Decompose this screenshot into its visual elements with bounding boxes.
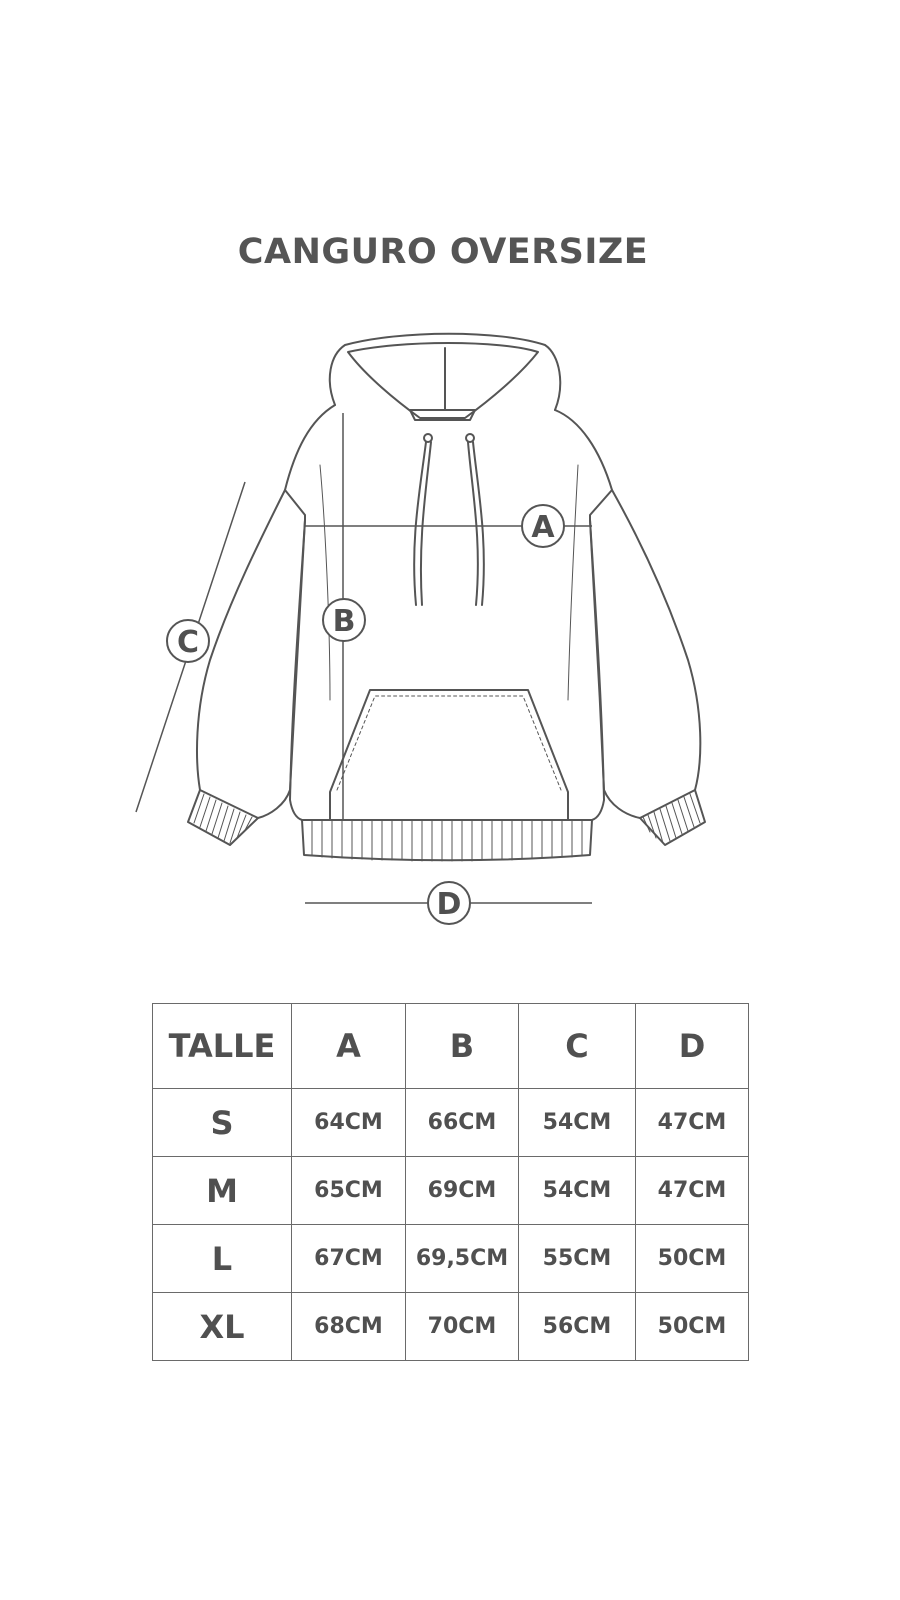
measure-a-cell: 68CM bbox=[292, 1293, 406, 1361]
measure-a-cell: 64CM bbox=[292, 1089, 406, 1157]
right-side-seam bbox=[568, 465, 578, 700]
measure-b-cell: 69CM bbox=[406, 1157, 519, 1225]
table-row bbox=[153, 1157, 749, 1225]
kangaroo-pocket bbox=[330, 690, 568, 820]
hood-opening bbox=[348, 343, 538, 418]
size-cell: M bbox=[153, 1157, 292, 1225]
header-d: D bbox=[636, 1004, 749, 1089]
measure-d-cell: 47CM bbox=[636, 1089, 749, 1157]
marker-a-label: A bbox=[531, 510, 555, 545]
hem-band bbox=[302, 820, 592, 860]
table-row bbox=[153, 1293, 749, 1361]
page-title: CANGURO OVERSIZE bbox=[237, 232, 649, 272]
marker-d-label: D bbox=[436, 887, 462, 922]
measure-d-cell: 47CM bbox=[636, 1157, 749, 1225]
left-cuff bbox=[188, 790, 258, 845]
measure-d-cell: 50CM bbox=[636, 1293, 749, 1361]
right-sleeve bbox=[590, 490, 700, 818]
table-row bbox=[153, 1089, 749, 1157]
header-a: A bbox=[292, 1004, 406, 1089]
table-row bbox=[153, 1225, 749, 1293]
measure-c-cell: 56CM bbox=[519, 1293, 636, 1361]
pocket-stitching bbox=[337, 696, 561, 790]
measure-a-cell: 65CM bbox=[292, 1157, 406, 1225]
measure-c-cell: 55CM bbox=[519, 1225, 636, 1293]
measure-b-cell: 66CM bbox=[406, 1089, 519, 1157]
header-c: C bbox=[519, 1004, 636, 1089]
measure-a-cell: 67CM bbox=[292, 1225, 406, 1293]
hem-ribbing bbox=[312, 821, 582, 861]
size-cell: L bbox=[153, 1225, 292, 1293]
measure-d-cell: 50CM bbox=[636, 1225, 749, 1293]
left-sleeve bbox=[197, 490, 305, 818]
left-side-seam bbox=[320, 465, 330, 700]
measure-b-cell: 70CM bbox=[406, 1293, 519, 1361]
marker-c-label: C bbox=[176, 625, 200, 660]
right-eyelet bbox=[466, 434, 474, 442]
size-cell: S bbox=[153, 1089, 292, 1157]
header-talle: TALLE bbox=[153, 1004, 292, 1089]
size-table bbox=[152, 1003, 749, 1361]
measure-c-cell: 54CM bbox=[519, 1089, 636, 1157]
left-eyelet bbox=[424, 434, 432, 442]
marker-b-label: B bbox=[332, 604, 356, 639]
measure-b-cell: 69,5CM bbox=[406, 1225, 519, 1293]
header-b: B bbox=[406, 1004, 519, 1089]
size-cell: XL bbox=[153, 1293, 292, 1361]
measure-c-cell: 54CM bbox=[519, 1157, 636, 1225]
right-cuff bbox=[640, 790, 705, 845]
table-header-row bbox=[153, 1004, 749, 1089]
